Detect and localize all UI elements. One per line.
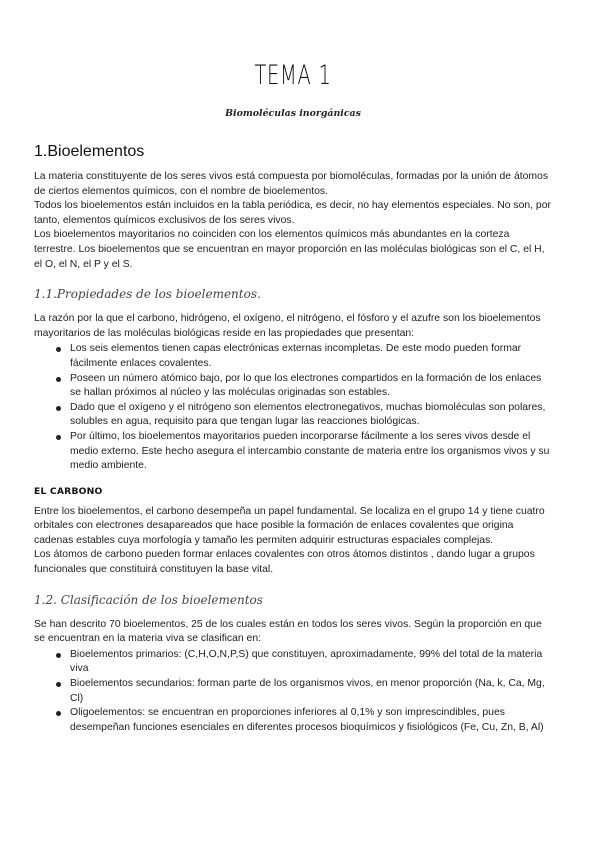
list-item: Bioelementos primarios: (C,H,O,N,P,S) que constituyen, aproximadamente, 99% del total de la materia viva [70,648,552,677]
subsection-heading-clasificacion: 1.2. Clasificación de los bioelementos [34,592,263,607]
heading-el-carbono: EL CARBONO [34,485,103,497]
list-item: Poseen un número atómico bajo, por lo que los electrones compartidos en la formación de los enlaces se hallan próximos al núcleo y las moléculas originadas son estables. [70,372,552,401]
paragraph: Los átomos de carbono pueden formar enlaces covalentes con otros átomos distintos , dando lugar a grupos funcionales que constituirá constituyen la base vital. [34,549,535,576]
list-item: Dado que el oxígeno y el nitrógeno son elementos electronegativos, muchas biomoléculas son polares, solubles en agua, requisito para que tengan lugar las reacciones biológicas. [70,401,552,430]
section-heading-bioelementos: 1.Bioelementos [34,143,145,160]
list-item: Por último, los bioelementos mayoritarios pueden incorporarse fácilmente a los seres vivos desde el medio externo. Este hecho asegura el intercambio constante de materia entre los organismos vivos y su medio ambiente. [70,430,552,474]
subsection-heading-propiedades: 1.1.Propiedades de los bioelementos. [34,287,261,302]
paragraph: La materia constituyente de los seres vivos está compuesta por biomoléculas, formadas por la unión de átomos de ciertos elementos químicos, con el nombre de bioelementos. [34,171,549,197]
properties-list [34,342,552,473]
paragraph: Se han descrito 70 bioelementos, 25 de los cuales están en todos los seres vivos. Según la proporción en que se encuentran en la materia viva se clasifican en: [34,618,542,645]
list-item: Oligoelementos: se encuentran en proporciones inferiores al 0,1% y son imprescindibles, pues desempeñan funciones esenciales en diferentes procesos bioquímicos y fisiológicos (Fe, Cu, Zn, B, Al) [70,706,552,735]
paragraph: Entre los bioelementos, el carbono desempeña un papel fundamental. Se localiza en el grupo 14 y tiene cuatro orbitales con electrones desapareados que hace posible la formación de enlaces covalentes que origina cadenas estables cuya morfología y tamaño les permiten adquirir estructuras espaciales complejas. [34,505,545,546]
paragraph: La razón por la que el carbono, hidrógeno, el oxígeno, el nitrógeno, el fósforo y el azufre son los bioelementos mayoritarios de las moléculas biológicas reside en las propiedades que presentan: [34,313,541,339]
document-subtitle: Biomoléculas inorgánicas [225,108,361,119]
list-item: Bioelementos secundarios: forman parte de los organismos vivos, en menor proporción (Na, k, Ca, Mg, Cl) [70,677,552,706]
paragraph: Todos los bioelementos están incluidos en la tabla periódica, es decir, no hay elementos especiales. No son, por tanto, elementos químicos exclusivos de los seres vivos. [34,200,551,226]
list-item: Los seis elementos tienen capas electrónicas externas incompletas. De este modo pueden formar fácilmente enlaces covalentes. [70,342,552,371]
document-title: TEMA 1 [254,60,332,91]
paragraph: Los bioelementos mayoritarios no coinciden con los elementos químicos más abundantes en la corteza terrestre. Los bioelementos que se encuentran en mayor proporción en las moléculas biológicas son el C, el H, el O, el N, el P y el S. [34,229,545,270]
classification-list [34,648,552,736]
